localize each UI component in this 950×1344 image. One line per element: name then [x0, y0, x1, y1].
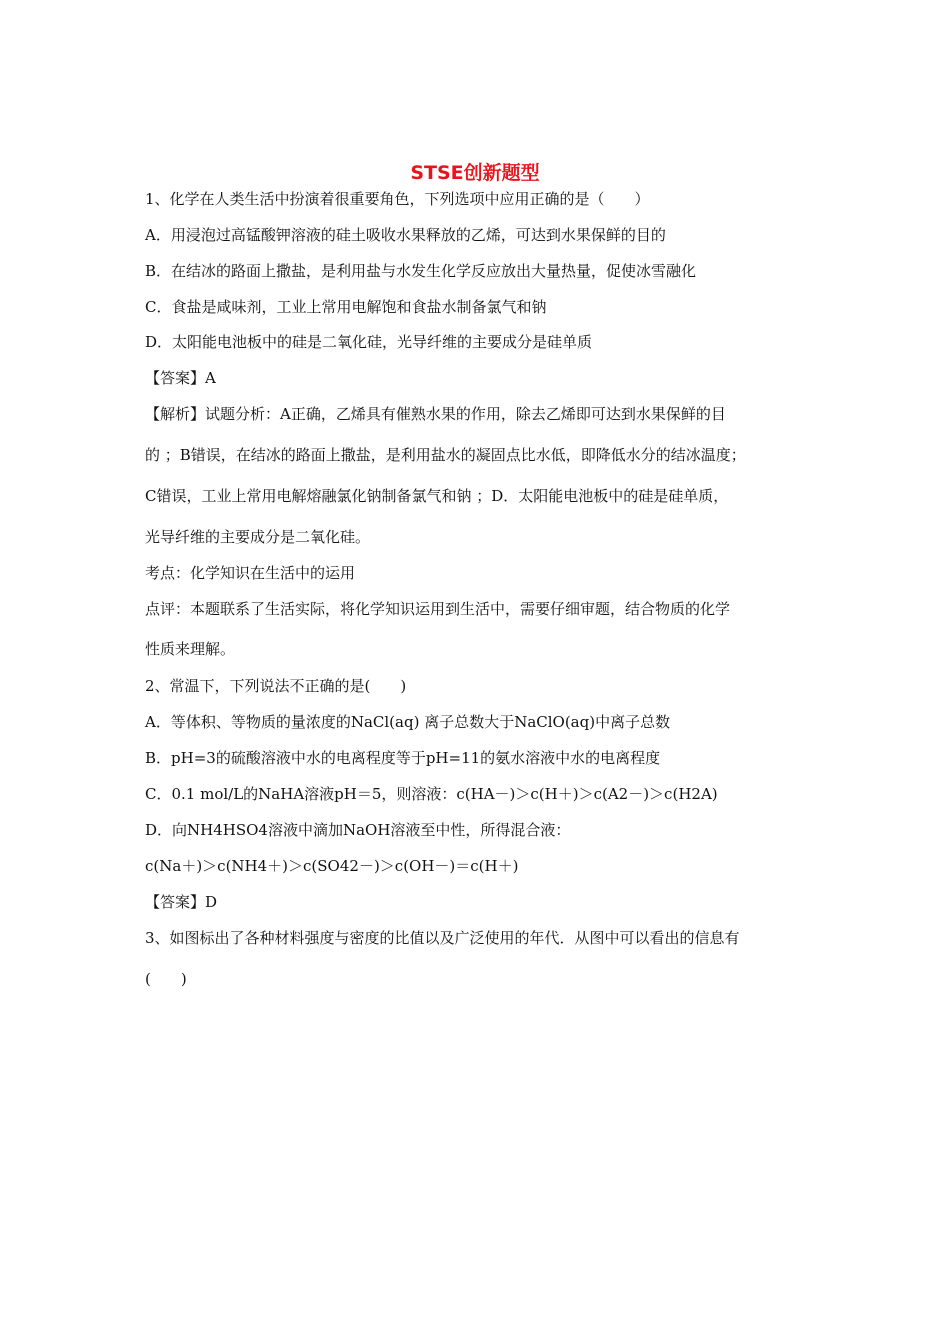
q1-analysis-line-4: 光导纤维的主要成分是二氧化硅。: [145, 528, 371, 546]
q1-analysis-line-3: C错误，工业上常用电解熔融氯化钠制备氯气和钠 ；D．太阳能电池板中的硅是硅单质，: [145, 487, 729, 505]
q2-option-b: B．pH=3的硫酸溶液中水的电离程度等于pH=11的氨水溶液中水的电离程度: [145, 749, 661, 767]
q2-stem: 2、常温下，下列说法不正确的是( ): [145, 677, 407, 695]
q1-stem: 1、化学在人类生活中扮演着很重要角色，下列选项中应用正确的是（ ）: [145, 190, 650, 208]
q2-answer: 【答案】D: [145, 893, 218, 911]
q1-option-c: C．食盐是咸味剂，工业上常用电解饱和食盐水制备氯气和钠: [145, 298, 547, 316]
q1-comment-line-2: 性质来理解。: [145, 640, 236, 658]
q1-analysis-line-2: 的 ；B错误，在结冰的路面上撒盐，是利用盐水的凝固点比水低，即降低水分的结冰温度；: [145, 446, 746, 464]
q1-key-point: 考点：化学知识在生活中的运用: [145, 564, 356, 582]
q1-answer: 【答案】A: [145, 369, 216, 387]
page-title: STSE创新题型: [410, 162, 540, 184]
q1-option-d: D．太阳能电池板中的硅是二氧化硅，光导纤维的主要成分是硅单质: [145, 333, 593, 351]
q2-option-a: A．等体积、等物质的量浓度的NaCl(aq) 离子总数大于NaClO(aq)中离子总数: [145, 713, 671, 731]
q1-comment-line-1: 点评：本题联系了生活实际，将化学知识运用到生活中，需要仔细审题，结合物质的化学: [145, 600, 731, 618]
q3-stem-line-2: ( ): [145, 970, 187, 988]
q1-option-a: A．用浸泡过高锰酸钾溶液的硅土吸收水果释放的乙烯，可达到水果保鲜的目的: [145, 226, 666, 244]
q2-option-c: C．0.1 mol/L的NaHA溶液pH＝5，则溶液：c(HA－)＞c(H＋)＞c(A2－)＞c(H2A): [145, 785, 718, 803]
q3-stem-line-1: 3、如图标出了各种材料强度与密度的比值以及广泛使用的年代．从图中可以看出的信息有: [145, 929, 740, 947]
q2-option-d-formula: c(Na＋)＞c(NH4＋)＞c(SO42－)＞c(OH－)＝c(H＋): [145, 857, 519, 875]
q1-option-b: B．在结冰的路面上撒盐，是利用盐与水发生化学反应放出大量热量，促使冰雪融化: [145, 262, 697, 280]
q1-analysis-line-1: 【解析】试题分析：A正确，乙烯具有催熟水果的作用，除去乙烯即可达到水果保鲜的目: [145, 405, 726, 423]
q2-option-d: D．向NH4HSO4溶液中滴加NaOH溶液至中性，所得混合液：: [145, 821, 571, 839]
